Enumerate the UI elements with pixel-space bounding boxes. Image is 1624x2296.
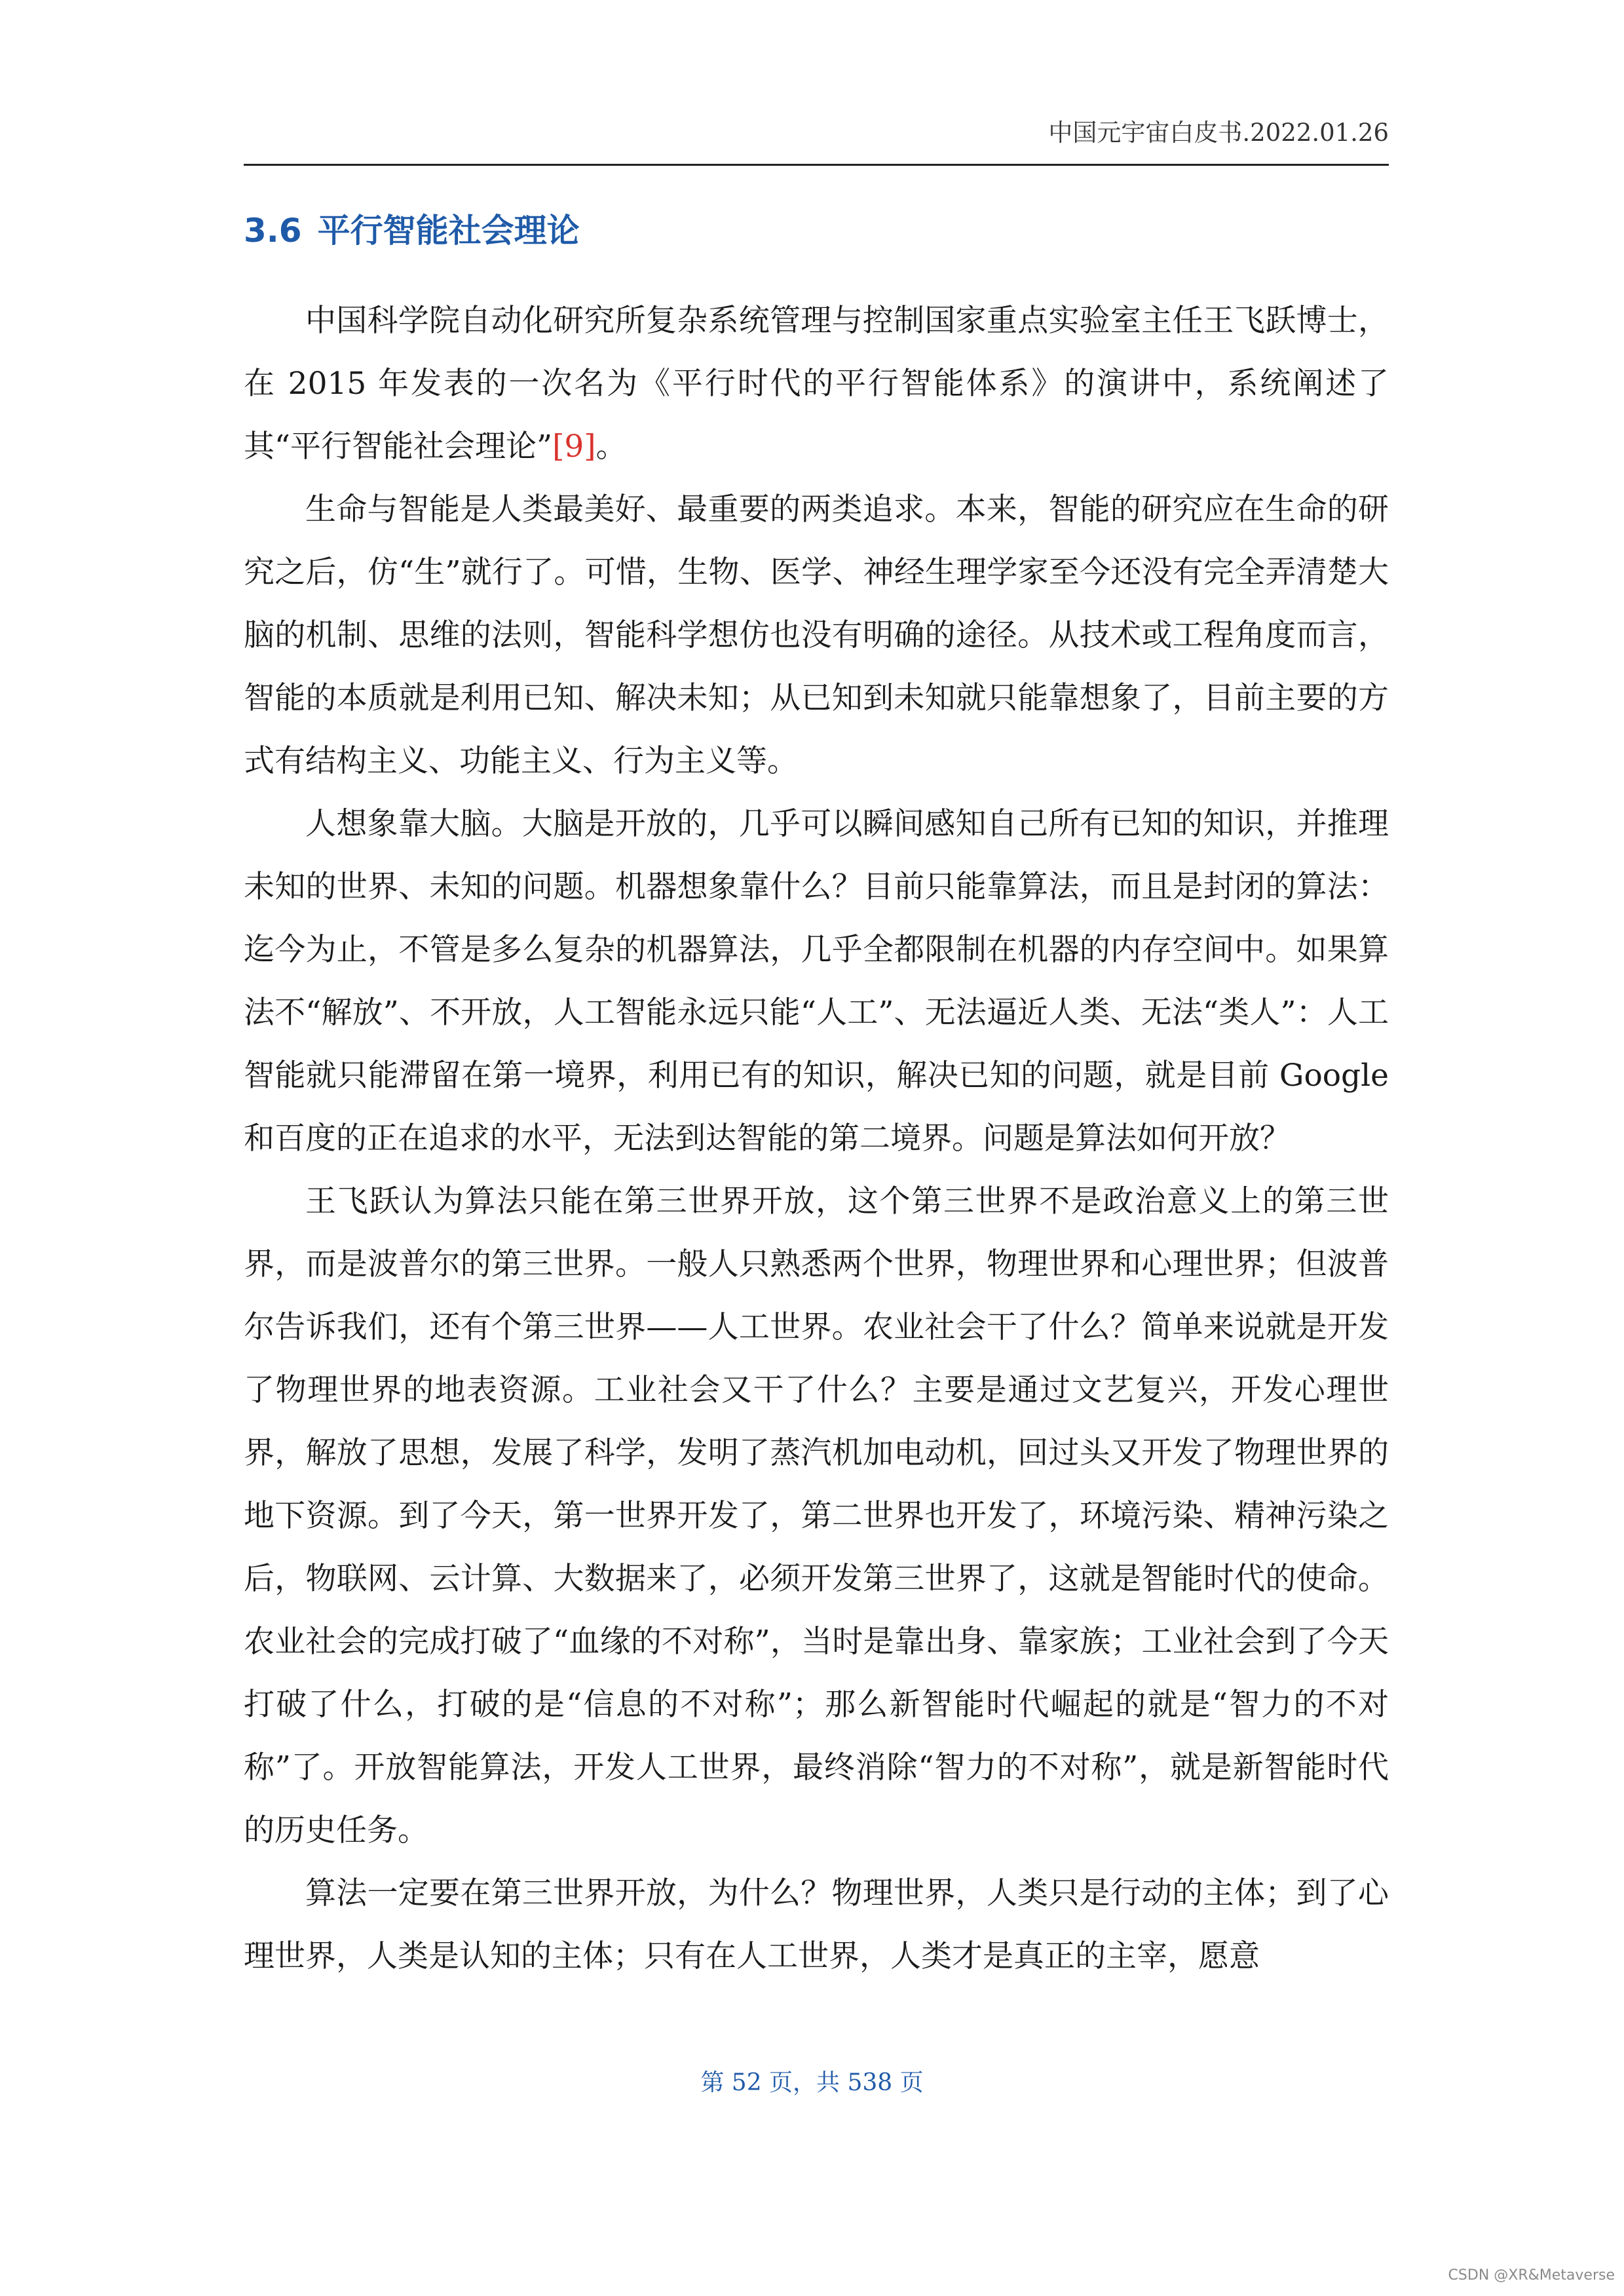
paragraph-text-tail: 。 xyxy=(595,429,627,465)
body-text xyxy=(244,290,1389,1988)
paragraph: 王飞跃认为算法只能在第三世界开放，这个第三世界不是政治意义上的第三世界，而是波普尔的第三世界。一般人只熟悉两个世界，物理世界和心理世界；但波普尔告诉我们，还有个第三世界——人工世界。农业社会干了什么？简单来说就是开发了物理世界的地表资源。工业社会又干了什么？主要是通过文艺复兴，开发心理世界，解放了思想，发展了科学，发明了蒸汽机加电动机，回过头又开发了物理世界的地下资源。到了今天，第一世界开发了，第二世界也开发了，环境污染、精神污染之后，物联网、云计算、大数据来了，必须开发第三世界了，这就是智能时代的使命。农业社会的完成打破了“血缘的不对称”，当时是靠出身、靠家族；工业社会到了今天打破了什么，打破的是“信息的不对称”；那么新智能时代崛起的就是“智力的不对称”了。开放智能算法，开发人工世界，最终消除“智力的不对称”，就是新智能时代的历史任务。 xyxy=(244,1183,1389,1848)
paragraph: 算法一定要在第三世界开放，为什么？物理世界，人类只是行动的主体；到了心理世界，人类是认知的主体；只有在人工世界，人类才是真正的主宰，愿意 xyxy=(244,1875,1389,1974)
watermark: CSDN @XR&Metaverse xyxy=(1448,2267,1615,2284)
page-number: 第 52 页，共 538 页 xyxy=(700,2069,924,2096)
section-heading xyxy=(244,204,580,252)
section-title-text: 平行智能社会理论 xyxy=(317,212,580,250)
paragraph: 生命与智能是人类最美好、最重要的两类追求。本来，智能的研究应在生命的研究之后，仿“生”就行了。可惜，生物、医学、神经生理学家至今还没有完全弄清楚大脑的机制、思维的法则，智能科学想仿也没有明确的途径。从技术或工程角度而言，智能的本质就是利用已知、解决未知；从已知到未知就只能靠想象了，目前主要的方式有结构主义、功能主义、行为主义等。 xyxy=(244,491,1389,779)
paragraph xyxy=(244,290,1389,478)
running-header: 中国元宇宙白皮书.2022.01.26 xyxy=(1048,119,1389,147)
header-divider xyxy=(244,164,1389,166)
paragraph: 人想象靠大脑。大脑是开放的，几乎可以瞬间感知自己所有已知的知识，并推理未知的世界、未知的问题。机器想象靠什么？目前只能靠算法，而且是封闭的算法：迄今为止，不管是多么复杂的机器算法，几乎全都限制在机器的内存空间中。如果算法不“解放”、不开放，人工智能永远只能“人工”、无法逼近人类、无法“类人”：人工智能就只能滞留在第一境界，利用已有的知识，解决已知的问题，就是目前 Google 和百度的正在追求的水平，无法到达智能的第二境界。问题是算法如何开放？ xyxy=(244,806,1389,1157)
citation-link[interactable]: [9] xyxy=(552,429,596,465)
paragraph-text: 中国科学院自动化研究所复杂系统管理与控制国家重点实验室主任王飞跃博士，在 2015 年发表的一次名为《平行时代的平行智能体系》的演讲中，系统阐述了其“平行智能社会理论” xyxy=(244,303,1389,465)
section-number: 3.6 xyxy=(244,212,302,250)
